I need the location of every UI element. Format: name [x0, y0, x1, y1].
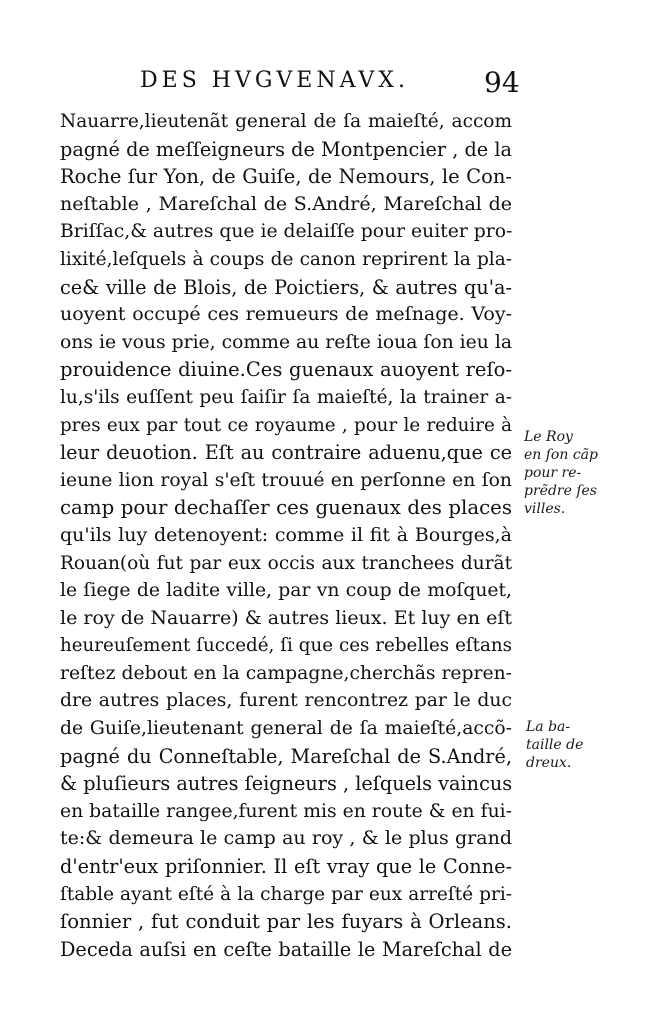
text-line: le ſiege de ladite ville, par vn coup de moſquet, [60, 580, 512, 602]
text-line: Rouan(où fut par eux occis aux tranchees durãt [60, 552, 512, 574]
running-head: DES HVGVENAVX. [140, 68, 409, 93]
text-line: ſonnier , fut conduit par les fuyars à Orleans. [60, 910, 512, 934]
margin-note-line: Le Roy [524, 429, 573, 445]
text-line: prouidence diuine.Ces guenaux auoyent reſo- [60, 358, 512, 382]
text-line: de Guiſe,lieutenant general de ſa maieſté,accõ- [60, 718, 512, 740]
text-line: te:& demeura le camp au roy , & le plus grand [60, 827, 512, 850]
text-line: lu,s'ils euſſent peu ſaiſir ſa maieſté, la trainer a- [60, 386, 512, 408]
margin-note-line: dreux. [526, 755, 572, 771]
text-line: Deceda auſsi en ceſte bataille le Mareſchal de [60, 937, 512, 961]
text-line: Roche ſur Yon, de Guiſe, de Nemours, le Con- [60, 165, 512, 189]
text-line: leur deuotion. Eſt au contraire aduenu,que ce [60, 441, 512, 465]
text-line: neſtable , Mareſchal de S.André, Mareſchal de [60, 192, 512, 215]
text-line: Nauarre,lieutenãt general de ſa maieſté, accom [60, 111, 512, 132]
body-text [60, 108, 512, 963]
margin-note-line: taille de [526, 737, 584, 753]
text-line: ſtable ayant eſté à la charge par eux arreſté pri- [60, 883, 512, 905]
text-line: d'entr'eux priſonnier. Il eſt vray que le Conne- [60, 855, 512, 879]
text-line: en bataille rangee,furent mis en route & en fui- [60, 800, 512, 822]
text-line: & pluſieurs autres ſeigneurs , leſquels vaincus [60, 772, 512, 796]
margin-note-roy [524, 428, 598, 518]
text-line: heureuſement ſuccedé, ſi que ces rebelles eſtans [60, 635, 512, 657]
text-line: uoyent occupé ces remueurs de meſnage. Voy- [60, 303, 512, 326]
margin-note-line: en ſon cãp [524, 447, 598, 463]
page-number: 94 [484, 66, 520, 99]
margin-note-bataille [526, 718, 583, 772]
text-line: lixité,leſquels à coups de canon reprirent la pla- [60, 248, 512, 270]
text-line: qu'ils luy detenoyent: comme il fit à Bourges,à [60, 523, 512, 546]
margin-note-line: villes. [524, 501, 566, 517]
text-line: ce& ville de Blois, de Poictiers, & autres qu'a- [60, 275, 512, 299]
text-line: pagné du Conneſtable, Mareſchal de S.André, [60, 744, 512, 768]
text-line: pagné de meſſeigneurs de Montpencier , de la [60, 137, 512, 161]
text-line: dre autres places, furent rencontrez par le duc [60, 690, 512, 712]
text-line: camp pour dechaſſer ces guenaux des places [60, 496, 512, 520]
text-line: pres eux par tout ce royaume , pour le reduire à [60, 414, 512, 436]
text-line: ons ie vous prie, comme au reſte ioua ſon ieu la [60, 331, 512, 353]
text-line: le roy de Nauarre) & autres lieux. Et luy en eſt [60, 606, 512, 629]
text-line: reſtez debout en la campagne,cherchãs repren- [60, 662, 512, 684]
text-line: ieune lion royal s'eſt trouué en perſonne en ſon [60, 469, 512, 491]
text-line: Briſſac,& autres que ie delaiſſe pour euiter pro- [60, 221, 512, 243]
margin-note-line: La ba- [526, 719, 571, 735]
margin-note-line: pour re- [524, 465, 582, 481]
margin-note-line: prẽdre ſes [524, 483, 597, 499]
